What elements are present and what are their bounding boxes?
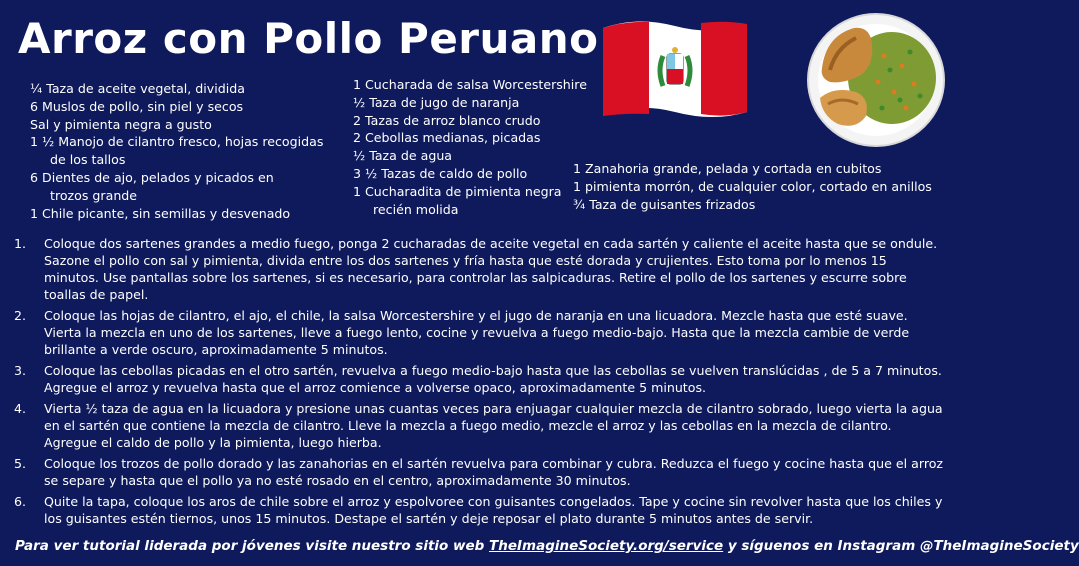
ingredients-column-2 xyxy=(353,76,587,218)
ingredient-line: recién molida xyxy=(373,201,459,217)
step-text: Coloque dos sartenes grandes a medio fuego, ponga 2 cucharadas de aceite vegetal en cada sartén y caliente el aceite hasta que se ondule. Sazone el pollo con sal y pimienta, divida entre los dos sartenes y fría hasta que esté dorada y crujientes. Esto toma por lo menos 15 minutos. Use pantallas sobre los sartenes, si es necesario, para controlar las salpicaduras. Retire el pollo de los sartenes y escurre sobre toallas de papel. xyxy=(44,236,938,302)
ingredient-line: ½ Taza de jugo de naranja xyxy=(353,94,520,110)
ingredient-line: 1 ½ Manojo de cilantro fresco, hojas recogidas xyxy=(30,134,324,150)
ingredient-line: ½ Taza de agua xyxy=(353,148,453,164)
ingredient-line: 2 Tazas de arroz blanco crudo xyxy=(353,112,541,128)
step-text: Quite la tapa, coloque los aros de chile sobre el arroz y espolvoree con guisantes congelados. Tape y cocine sin revolver hasta que los chiles y los guisantes estén tiernos, unos 15 minutos. Destape el sartén y deje reposar el plato durante 5 minutos antes de servir. xyxy=(44,493,943,526)
ingredient-line: 2 Cebollas medianas, picadas xyxy=(353,130,541,146)
instruction-step xyxy=(14,456,944,490)
footer-note xyxy=(15,538,1079,554)
ingredient-line: trozos grande xyxy=(50,187,138,203)
recipe-title: Arroz con Pollo Peruano xyxy=(18,14,599,63)
ingredient-line: 1 Cucharadita de pimienta negra xyxy=(353,183,562,199)
ingredient-line: ¾ Taza de guisantes frizados xyxy=(573,196,756,212)
step-number: 3. xyxy=(14,362,27,378)
ingredients-column-3 xyxy=(573,160,932,213)
instruction-step xyxy=(14,308,944,359)
step-text: Coloque las hojas de cilantro, el ajo, el chile, la salsa Worcestershire y el jugo de naranja en una licuadora. Mezcle hasta que esté suave. Vierta la mezcla en uno de los sartenes, lleve a fuego lento, cocine y revuelva a fuego medio-bajo. Hasta que la mezcla cambie de verde brillante a verde oscuro, aproximadamente 5 minutos. xyxy=(44,307,910,357)
ingredient-line: 6 Muslos de pollo, sin piel y secos xyxy=(30,98,244,114)
ingredient-line: 1 Chile picante, sin semillas y desvenado xyxy=(30,205,291,221)
ingredient-line: 1 Zanahoria grande, pelada y cortada en cubitos xyxy=(573,161,882,176)
ingredient-line: ¼ Taza de aceite vegetal, dividida xyxy=(30,81,245,96)
ingredient-line: Sal y pimienta negra a gusto xyxy=(30,116,212,132)
step-number: 2. xyxy=(14,307,27,323)
ingredient-line: 1 Cucharada de salsa Worcestershire xyxy=(353,77,587,92)
step-text: Coloque los trozos de pollo dorado y las zanahorias en el sartén revuelva para combinar y cubra. Reduzca el fuego y cocine hasta que el arroz se separe y hasta que el pollo ya no esté rosado en el centro, aproximadamente 30 minutos. xyxy=(44,455,944,488)
instruction-step xyxy=(14,236,944,304)
step-number: 4. xyxy=(14,400,27,416)
ingredient-line: 6 Dientes de ajo, pelados y picados en xyxy=(30,169,274,185)
step-number: 1. xyxy=(14,236,27,251)
ingredients-column-1 xyxy=(30,80,323,222)
ingredient-line: de los tallos xyxy=(50,152,126,168)
instruction-step xyxy=(14,401,944,452)
ingredient-line: 3 ½ Tazas de caldo de pollo xyxy=(353,165,528,181)
step-text: Vierta ½ taza de agua en la licuadora y presione unas cuantas veces para enjuagar cualquier mezcla de cilantro sobrado, luego vierta la agua en el sartén que contiene la mezcla de cilantro. Lleve la mezcla a fuego medio, mezcle el arroz y las cebollas en la mezcla de cilantro. Agregue el caldo de pollo y la pimienta, luego hierba. xyxy=(44,400,943,450)
instruction-step xyxy=(14,494,944,528)
step-text: Coloque las cebollas picadas en el otro sartén, revuelva a fuego medio-bajo hasta que las cebollas se vuelven translúcidas , de 5 a 7 minutos. Agregue el arroz y revuelva hasta que el arroz comience a volverse opaco, aproximadamente 5 minutos. xyxy=(44,362,942,395)
ingredient-line: 1 pimienta morrón, de cualquier color, cortado en anillos xyxy=(573,178,932,194)
step-number: 5. xyxy=(14,455,27,471)
footer-text-before: Para ver tutorial liderada por jóvenes visite nuestro sitio web xyxy=(15,538,490,554)
footer-text-after: y síguenos en Instagram @TheImagineSociety xyxy=(723,538,1079,554)
instruction-step xyxy=(14,363,944,397)
peru-flag-image xyxy=(597,14,753,126)
website-link[interactable]: TheImagineSociety.org/service xyxy=(489,538,724,554)
arroz-con-pollo-plate-image xyxy=(806,12,946,148)
step-number: 6. xyxy=(14,493,27,509)
instructions-list xyxy=(14,236,944,532)
